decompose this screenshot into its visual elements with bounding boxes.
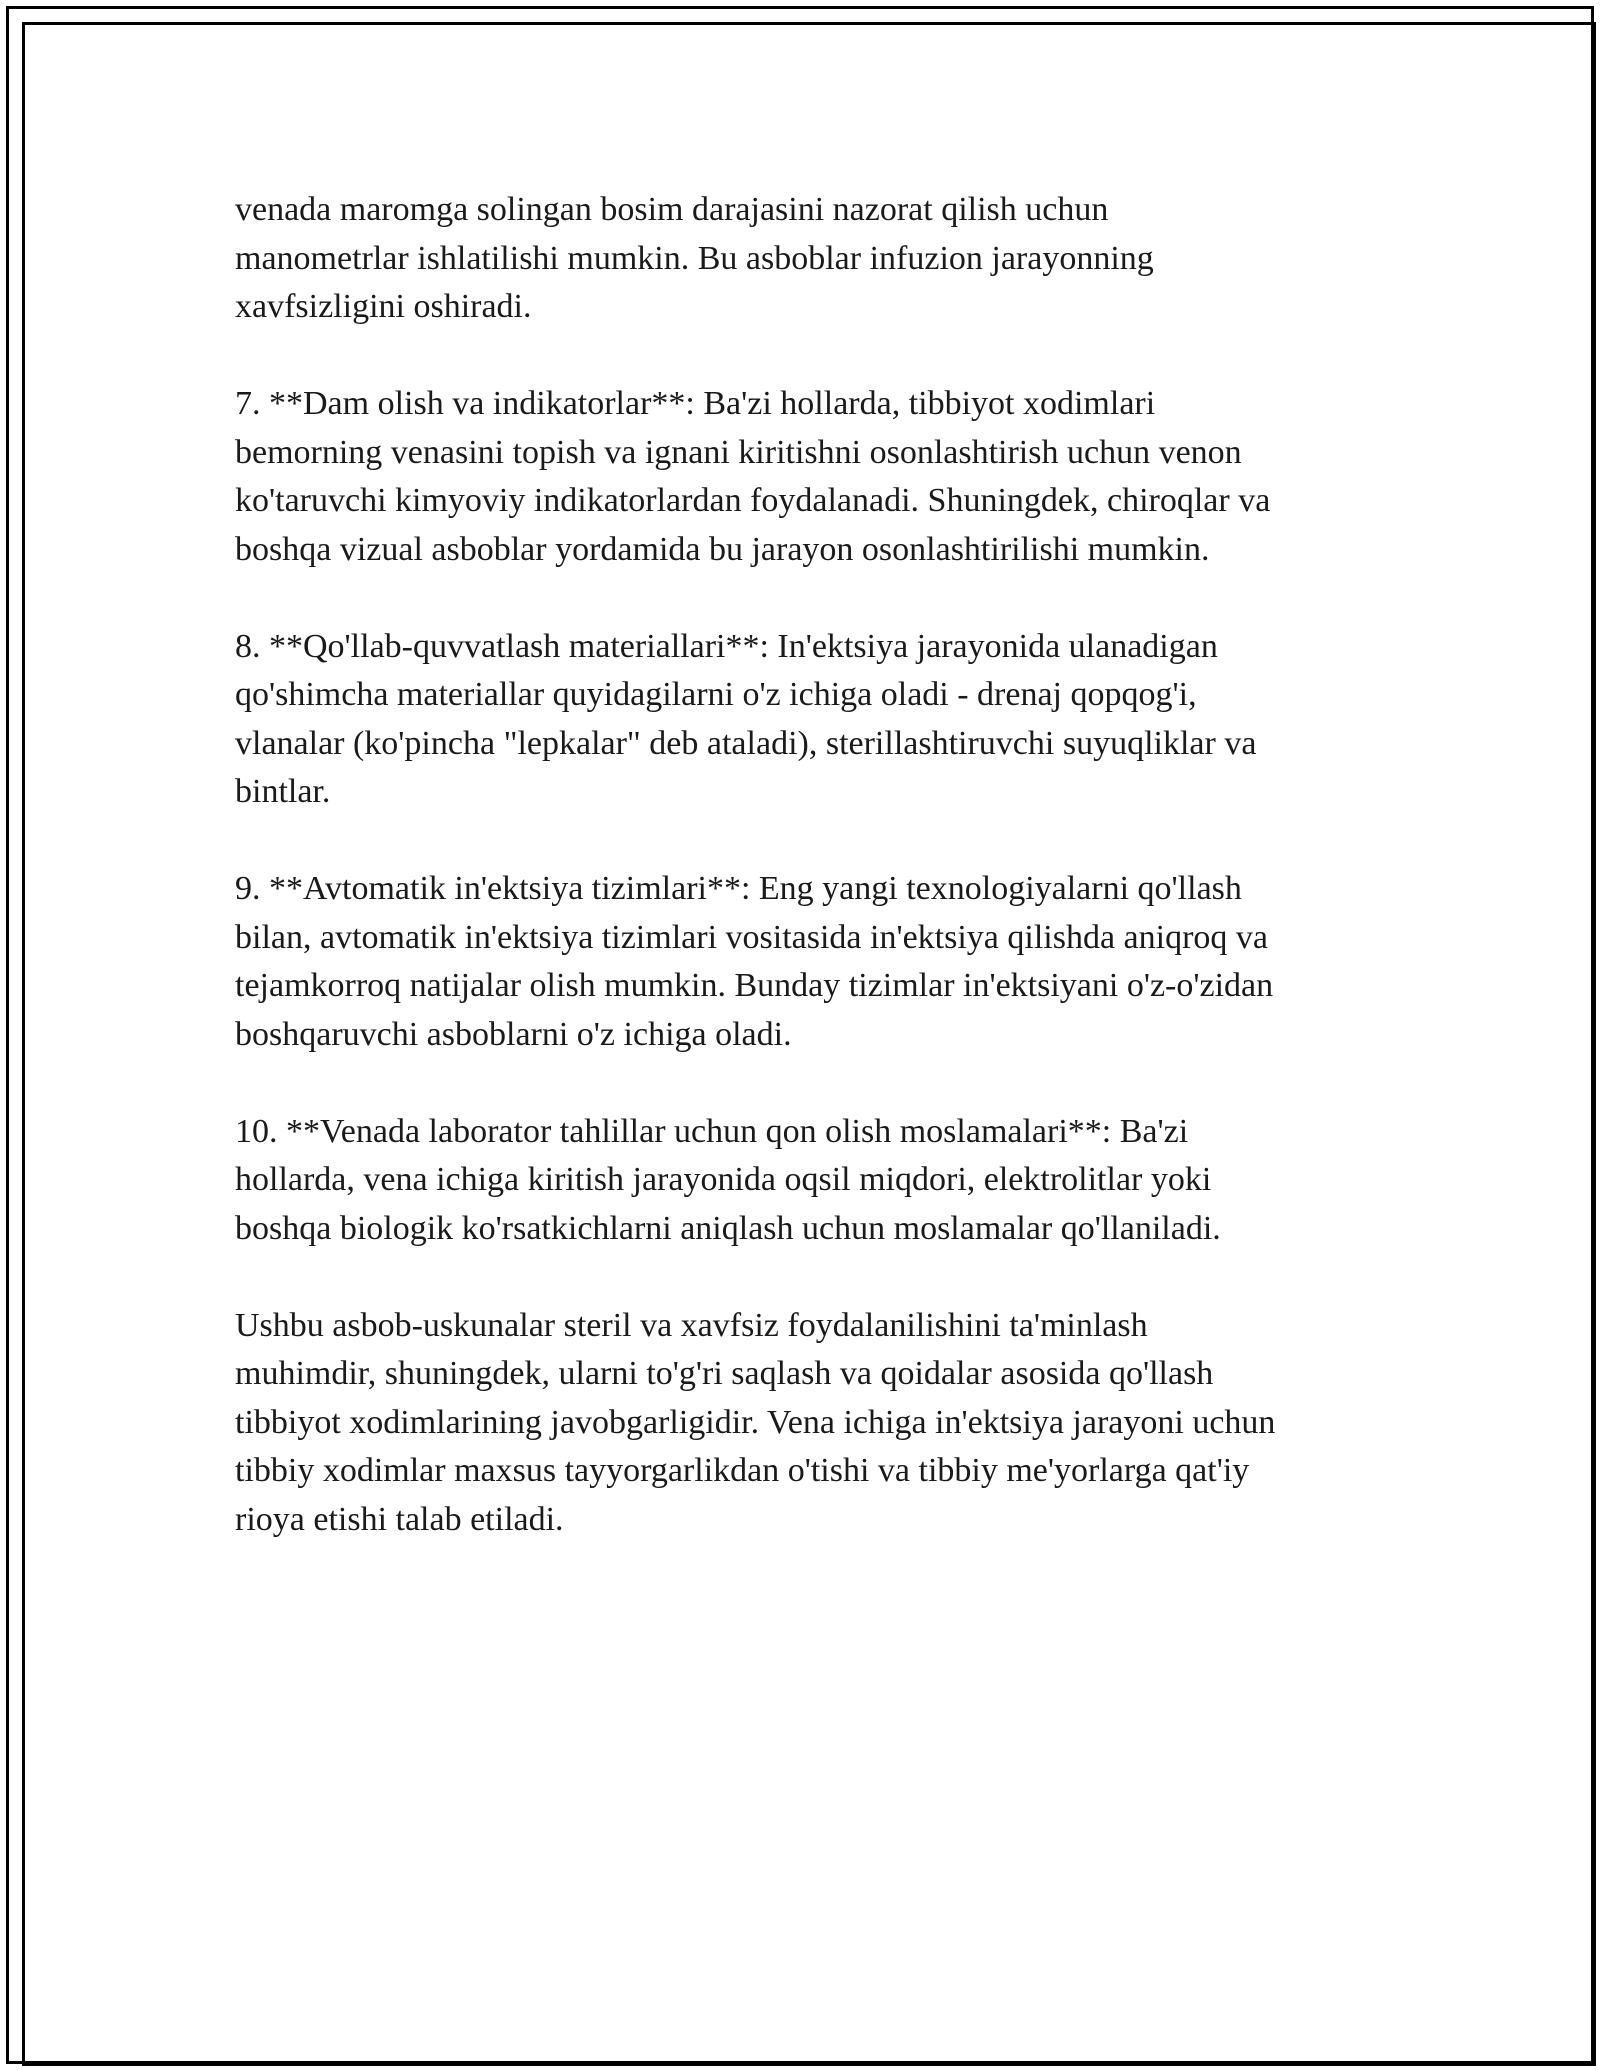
paragraph-item-7: 7. **Dam olish va indikatorlar**: Ba'zi hollarda, tibbiyot xodimlari bemorning venasini topish va ignani kiritishni osonlashtirish uchun venon ko'taruvchi kimyoviy indikatorlardan foydalanadi. Shuningdek, chiroqlar va boshqa vizual asboblar yordamida bu jarayon osonlashtirilishi mumkin. [235, 385, 1271, 568]
document-body [235, 186, 1395, 1593]
paragraph-item-10: 10. **Venada laborator tahlillar uchun qon olish moslamalari**: Ba'zi hollarda, vena ichiga kiritish jarayonida oqsil miqdori, elektrolitlar yoki boshqa biologik ko'rsatkichlarni aniqlash uchun moslamalar qo'llaniladi. [235, 1112, 1221, 1247]
paragraph-item-9: 9. **Avtomatik in'ektsiya tizimlari**: Eng yangi texnologiyalarni qo'llash bilan, avtomatik in'ektsiya tizimlari vositasida in'ektsiya qilishda aniqroq va tejamkorroq natijalar olish mumkin. Bunday tizimlar in'ektsiyani o'z-o'zidan boshqaruvchi asboblarni o'z ichiga oladi. [235, 870, 1274, 1053]
paragraph-conclusion: Ushbu asbob-uskunalar steril va xavfsiz foydalanilishini ta'minlash muhimdir, shuningdek, ularni to'g'ri saqlash va qoidalar asosida qo'llash tibbiyot xodimlarining javobgarligidir. Vena ichiga in'ektsiya jarayoni uchun tibbiy xodimlar maxsus tayyorgarlikdan o'tishi va tibbiy me'yorlarga qat'iy rioya etishi talab etiladi. [235, 1306, 1276, 1538]
paragraph-item-8: 8. **Qo'llab-quvvatlash materiallari**: In'ektsiya jarayonida ulanadigan qo'shimcha materiallar quyidagilarni o'z ichiga oladi - drenaj qopqog'i, vlanalar (ko'pincha "lepkalar" deb ataladi), sterillashtiruvchi suyuqliklar va bintlar. [235, 627, 1257, 810]
paragraph-continuation: venada maromga solingan bosim darajasini nazorat qilish uchun manometrlar ishlatilishi mumkin. Bu asboblar infuzion jarayonning xavfsizligini oshiradi. [235, 191, 1154, 325]
